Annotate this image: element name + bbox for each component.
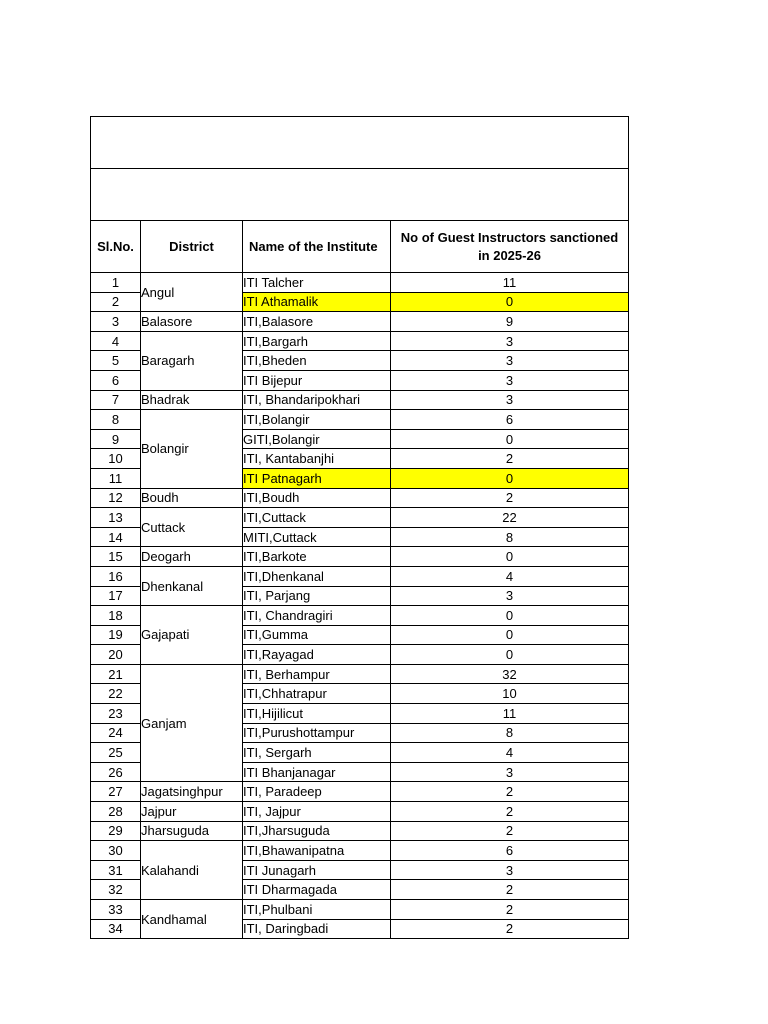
sl-no-cell: 21 [91, 664, 141, 684]
institute-cell: ITI,Bhawanipatna [243, 841, 391, 861]
sl-no-cell: 33 [91, 900, 141, 920]
district-cell: Kandhamal [141, 900, 243, 939]
sl-no-cell: 11 [91, 468, 141, 488]
sanctioned-count-cell: 0 [391, 645, 629, 665]
sl-no-cell: 9 [91, 429, 141, 449]
district-cell: Cuttack [141, 508, 243, 547]
table-row [91, 390, 629, 410]
district-cell: Jharsuguda [141, 821, 243, 841]
sanctioned-count-cell: 3 [391, 331, 629, 351]
sl-no-cell: 31 [91, 860, 141, 880]
sl-no-cell: 16 [91, 566, 141, 586]
institute-cell: ITI, Paradeep [243, 782, 391, 802]
sanctioned-count-cell: 32 [391, 664, 629, 684]
sl-no-cell: 6 [91, 370, 141, 390]
institute-cell: ITI, Parjang [243, 586, 391, 606]
sanctioned-count-cell: 3 [391, 370, 629, 390]
table-row [91, 273, 629, 293]
institute-cell: ITI Patnagarh [243, 468, 391, 488]
sl-no-cell: 3 [91, 312, 141, 332]
institute-cell: ITI,Hijilicut [243, 704, 391, 724]
sanctioned-count-cell: 10 [391, 684, 629, 704]
header-row [91, 221, 629, 273]
institute-cell: ITI,Phulbani [243, 900, 391, 920]
institute-cell: ITI, Daringbadi [243, 919, 391, 939]
institute-cell: ITI, Bhandaripokhari [243, 390, 391, 410]
sanctioned-count-cell: 4 [391, 566, 629, 586]
district-cell: Deogarh [141, 547, 243, 567]
sl-no-cell: 17 [91, 586, 141, 606]
sanctioned-count-cell: 3 [391, 351, 629, 371]
title-row-blank [91, 117, 629, 169]
table-body [91, 273, 629, 939]
sanctioned-count-cell: 3 [391, 762, 629, 782]
district-cell: Jajpur [141, 802, 243, 822]
sanctioned-count-cell: 3 [391, 390, 629, 410]
sl-no-cell: 18 [91, 606, 141, 626]
sanctioned-count-cell: 0 [391, 606, 629, 626]
institute-cell: ITI,Gumma [243, 625, 391, 645]
sl-no-cell: 26 [91, 762, 141, 782]
district-cell: Kalahandi [141, 841, 243, 900]
sl-no-cell: 7 [91, 390, 141, 410]
sl-no-cell: 23 [91, 704, 141, 724]
sanctioned-count-cell: 11 [391, 704, 629, 724]
district-cell: Baragarh [141, 331, 243, 390]
institute-cell: ITI,Chhatrapur [243, 684, 391, 704]
sanctioned-count-cell: 6 [391, 841, 629, 861]
sanctioned-count-cell: 8 [391, 723, 629, 743]
table-row [91, 900, 629, 920]
institute-cell: ITI Dharmagada [243, 880, 391, 900]
sanctioned-count-cell: 2 [391, 802, 629, 822]
sanctioned-count-cell: 22 [391, 508, 629, 528]
sl-no-cell: 27 [91, 782, 141, 802]
table-row [91, 312, 629, 332]
institute-cell: ITI Junagarh [243, 860, 391, 880]
sanctioned-count-cell: 0 [391, 625, 629, 645]
institute-cell: ITI Bhanjanagar [243, 762, 391, 782]
institute-cell: ITI,Bargarh [243, 331, 391, 351]
sl-no-cell: 32 [91, 880, 141, 900]
table-row [91, 606, 629, 626]
table-row [91, 782, 629, 802]
sl-no-cell: 15 [91, 547, 141, 567]
institute-cell: ITI, Jajpur [243, 802, 391, 822]
sl-no-cell: 8 [91, 410, 141, 430]
instructors-table [90, 116, 629, 939]
sanctioned-count-cell: 0 [391, 468, 629, 488]
sl-no-cell: 5 [91, 351, 141, 371]
sanctioned-count-cell: 3 [391, 860, 629, 880]
sl-no-cell: 14 [91, 527, 141, 547]
subtitle-row-blank [91, 169, 629, 221]
sl-no-cell: 2 [91, 292, 141, 312]
header-sanctioned: No of Guest Instructors sanctioned in 2025-26 [391, 221, 629, 273]
sl-no-cell: 30 [91, 841, 141, 861]
sl-no-cell: 13 [91, 508, 141, 528]
sl-no-cell: 34 [91, 919, 141, 939]
institute-cell: ITI Talcher [243, 273, 391, 293]
institute-cell: ITI,Bheden [243, 351, 391, 371]
institute-cell: ITI, Sergarh [243, 743, 391, 763]
sanctioned-count-cell: 6 [391, 410, 629, 430]
institute-cell: ITI Bijepur [243, 370, 391, 390]
sl-no-cell: 22 [91, 684, 141, 704]
institute-cell: ITI,Rayagad [243, 645, 391, 665]
sl-no-cell: 28 [91, 802, 141, 822]
institute-cell: ITI,Bolangir [243, 410, 391, 430]
institute-cell: ITI Athamalik [243, 292, 391, 312]
sl-no-cell: 1 [91, 273, 141, 293]
table-row [91, 547, 629, 567]
district-cell: Boudh [141, 488, 243, 508]
sanctioned-count-cell: 2 [391, 900, 629, 920]
district-cell: Bhadrak [141, 390, 243, 410]
table-row [91, 664, 629, 684]
institute-cell: MITI,Cuttack [243, 527, 391, 547]
institute-cell: GITI,Bolangir [243, 429, 391, 449]
sanctioned-count-cell: 3 [391, 586, 629, 606]
sl-no-cell: 19 [91, 625, 141, 645]
sl-no-cell: 20 [91, 645, 141, 665]
table-row [91, 508, 629, 528]
header-district: District [141, 221, 243, 273]
district-cell: Angul [141, 273, 243, 312]
sanctioned-count-cell: 4 [391, 743, 629, 763]
title-cell [91, 117, 629, 169]
sanctioned-count-cell: 11 [391, 273, 629, 293]
sanctioned-count-cell: 2 [391, 821, 629, 841]
sanctioned-count-cell: 0 [391, 429, 629, 449]
header-sl-no: Sl.No. [91, 221, 141, 273]
sanctioned-count-cell: 2 [391, 449, 629, 469]
institute-cell: ITI, Chandragiri [243, 606, 391, 626]
sl-no-cell: 25 [91, 743, 141, 763]
district-cell: Dhenkanal [141, 566, 243, 605]
district-cell: Bolangir [141, 410, 243, 488]
institute-cell: ITI,Boudh [243, 488, 391, 508]
sl-no-cell: 24 [91, 723, 141, 743]
district-cell: Jagatsinghpur [141, 782, 243, 802]
table-row [91, 821, 629, 841]
table-row [91, 410, 629, 430]
district-cell: Gajapati [141, 606, 243, 665]
sl-no-cell: 4 [91, 331, 141, 351]
sl-no-cell: 12 [91, 488, 141, 508]
table-row [91, 331, 629, 351]
sanctioned-count-cell: 2 [391, 782, 629, 802]
sanctioned-count-cell: 2 [391, 919, 629, 939]
sl-no-cell: 29 [91, 821, 141, 841]
institute-cell: ITI,Barkote [243, 547, 391, 567]
sanctioned-count-cell: 0 [391, 292, 629, 312]
institute-cell: ITI,Purushottampur [243, 723, 391, 743]
table-row [91, 841, 629, 861]
sanctioned-count-cell: 8 [391, 527, 629, 547]
institute-cell: ITI, Berhampur [243, 664, 391, 684]
institute-cell: ITI, Kantabanjhi [243, 449, 391, 469]
sanctioned-count-cell: 2 [391, 880, 629, 900]
institute-cell: ITI,Dhenkanal [243, 566, 391, 586]
table-row [91, 488, 629, 508]
header-institute: Name of the Institute [243, 221, 391, 273]
institute-cell: ITI,Jharsuguda [243, 821, 391, 841]
sanctioned-count-cell: 0 [391, 547, 629, 567]
district-cell: Balasore [141, 312, 243, 332]
table-row [91, 566, 629, 586]
district-cell: Ganjam [141, 664, 243, 782]
sanctioned-count-cell: 2 [391, 488, 629, 508]
sl-no-cell: 10 [91, 449, 141, 469]
institute-cell: ITI,Balasore [243, 312, 391, 332]
sanctioned-count-cell: 9 [391, 312, 629, 332]
subtitle-cell [91, 169, 629, 221]
table-row [91, 802, 629, 822]
institute-cell: ITI,Cuttack [243, 508, 391, 528]
